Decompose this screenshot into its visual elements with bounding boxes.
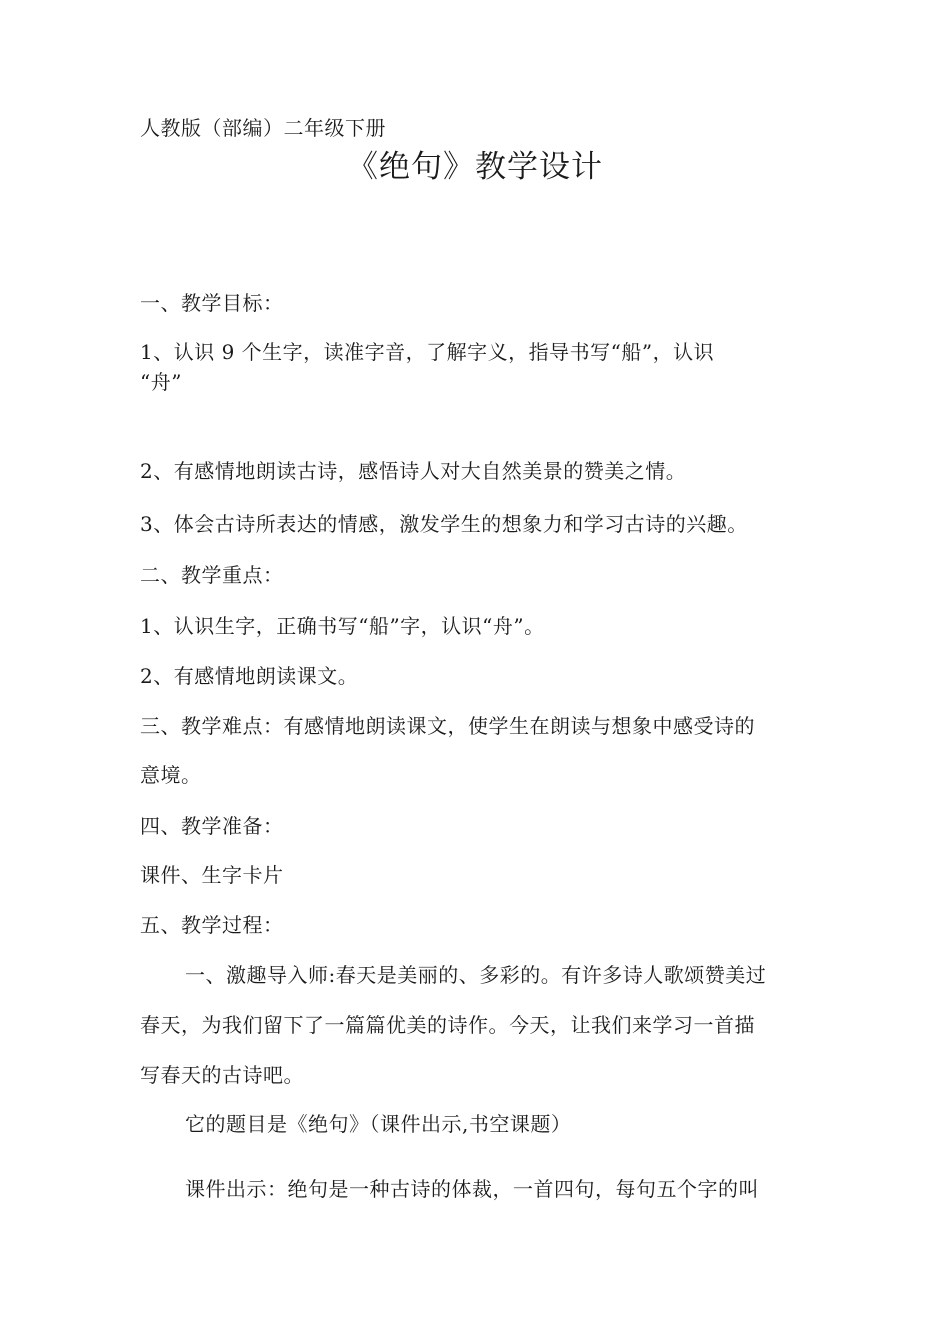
difficulty-line-1: 三、教学难点：有感情地朗读课文，使学生在朗读与想象中感受诗的: [140, 714, 755, 738]
courseware-line: 课件出示：绝句是一种古诗的体裁，一首四句，每句五个字的叫: [185, 1177, 759, 1201]
keypoints-heading: 二、教学重点：: [140, 563, 284, 587]
publisher-line: 人教版（部编）二年级下册: [140, 116, 386, 140]
goals-heading: 一、教学目标：: [140, 291, 284, 315]
document-title: 《绝句》教学设计: [347, 149, 603, 185]
topic-line: 它的题目是《绝句》（课件出示,书空课题）: [185, 1112, 572, 1136]
keypoint-1: 1、认识生字，正确书写“船”字，认识“舟”。: [140, 614, 545, 638]
intro-line-2: 春天，为我们留下了一篇篇优美的诗作。今天，让我们来学习一首描: [140, 1013, 755, 1037]
keypoint-2: 2、有感情地朗读课文。: [140, 664, 359, 688]
goal-1-line-1: 1、认识 9 个生字，读准字音，了解字义，指导书写“船”，认识: [140, 340, 715, 364]
prep-items: 课件、生字卡片: [140, 863, 284, 887]
goal-2: 2、有感情地朗读古诗，感悟诗人对大自然美景的赞美之情。: [140, 459, 687, 483]
intro-line-3: 写春天的古诗吧。: [140, 1063, 304, 1087]
goal-3: 3、体会古诗所表达的情感，激发学生的想象力和学习古诗的兴趣。: [140, 512, 748, 536]
intro-line-1: 一、激趣导入师:春天是美丽的、多彩的。有许多诗人歌颂赞美过: [185, 963, 767, 987]
goal-1-line-2: “舟”: [140, 370, 182, 394]
prep-heading: 四、教学准备：: [140, 814, 284, 838]
difficulty-line-2: 意境。: [140, 763, 202, 787]
process-heading: 五、教学过程：: [140, 913, 284, 937]
